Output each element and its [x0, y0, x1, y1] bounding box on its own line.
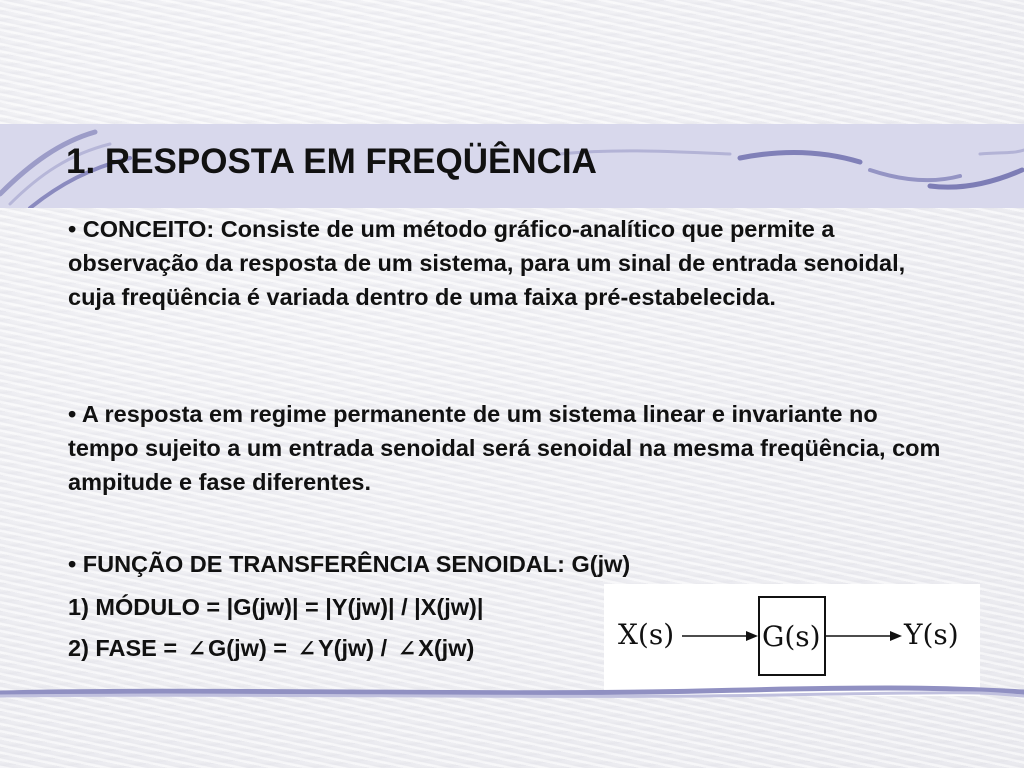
funcao-transferencia-line: • FUNÇÃO DE TRANSFERÊNCIA SENOIDAL: G(jw): [68, 551, 631, 577]
input-arrowhead-icon: [746, 631, 758, 641]
bottom-swoosh-decoration: [0, 684, 1024, 700]
paragraph-resposta-regime: • A resposta em regime permanente de um sistema linear e invariante no tempo sujeito a um entrada senoidal será senoidal na mesma freqüência, com ampitude e fase diferentes.: [68, 401, 941, 495]
diagram-block-label: G(s): [762, 620, 821, 653]
fase-term-g: G(jw) =: [208, 635, 294, 661]
fase-prefix: 2) FASE =: [68, 635, 184, 661]
angle-icon: ∠: [187, 636, 207, 662]
paragraph-conceito: • CONCEITO: Consiste de um método gráfico-analítico que permite a observação da resposta de um sistema, para um sinal de entrada senoidal, cuja freqüência é variada dentro de uma faixa pré-estabelecida.: [68, 216, 906, 310]
fase-term-x: X(jw): [418, 635, 475, 661]
angle-icon: ∠: [297, 636, 316, 662]
diagram-output-label: Y(s): [904, 618, 959, 651]
modulo-formula: 1) MÓDULO = |G(jw)| = |Y(jw)| / |X(jw)|: [68, 594, 484, 620]
block-diagram: [604, 584, 980, 696]
output-arrowhead-icon: [890, 631, 902, 641]
fase-term-y: Y(jw) /: [318, 635, 394, 661]
slide-title: 1. RESPOSTA EM FREQÜÊNCIA: [66, 142, 597, 181]
angle-icon: ∠: [397, 636, 417, 662]
diagram-input-label: X(s): [618, 618, 675, 651]
